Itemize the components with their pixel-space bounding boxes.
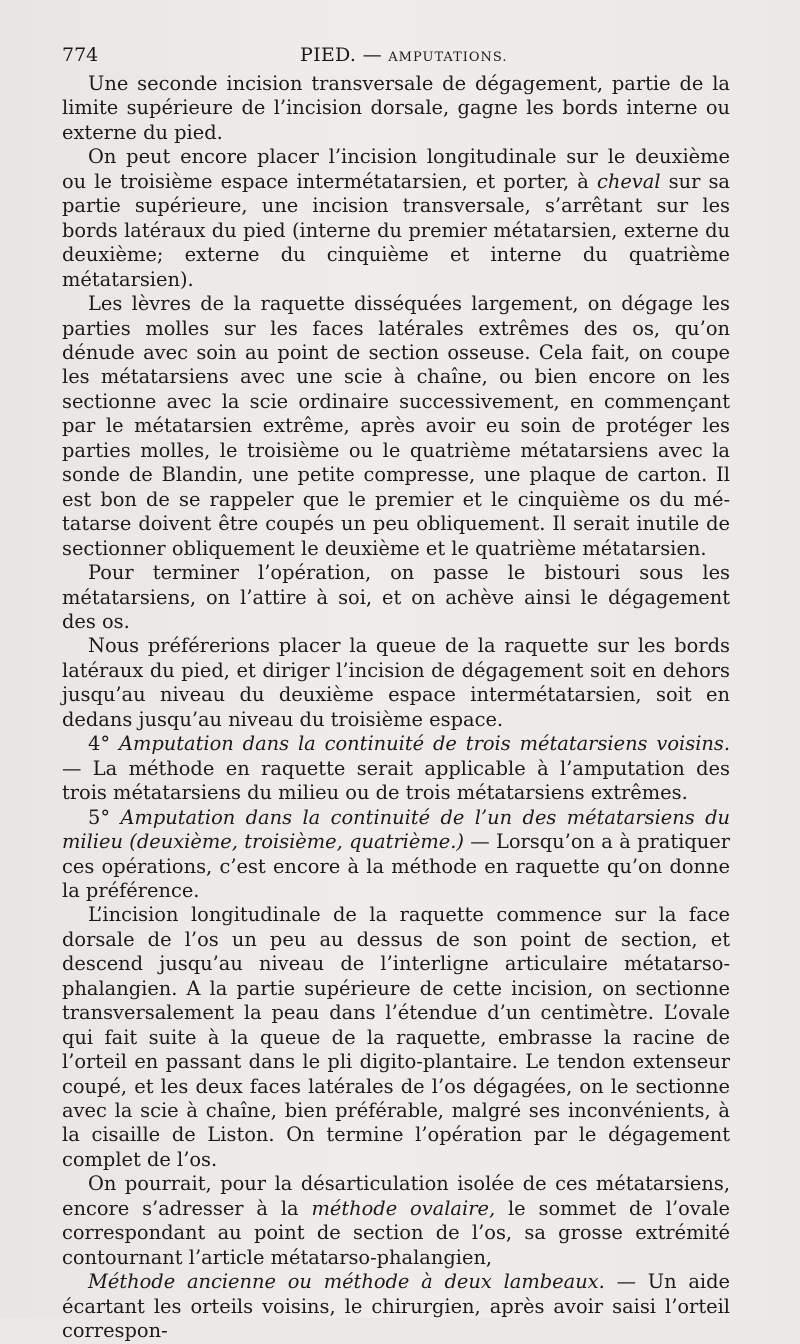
running-title — [300, 44, 508, 66]
running-title-subtitle: AMPUTATIONS. — [388, 50, 508, 65]
paragraph-p1 — [62, 72, 730, 145]
italic-run: cheval — [596, 169, 661, 193]
page-number: 774 — [62, 44, 99, 66]
text-run: 5° — [88, 805, 121, 829]
text-run: Les lèvres de la raquette disséquées largement, on dégage les parties molles sur les faces latérales extrêmes des os, qu’on dénude avec soin au point de section osseuse. Cela fait, on coupe les métatarsiens avec une scie à chaîne, ou bien encore on les sectionne avec la scie ordinaire successivement, en commençant par le métatarsien extrême, après avoir eu soin de protéger les parties molles, le troisième ou le quatrième métatarsiens avec la sonde de Blandin, une petite compresse, une plaque de carton. Il est bon de se rappeler que le premier et le cinquième os du métatarse doivent être coupés un peu obliquement. Il serait inutile de sectionner obliquement le deuxième et le quatrième métatarsien. — [62, 292, 730, 560]
paragraph-p9 — [62, 1172, 730, 1270]
running-head — [62, 38, 730, 68]
paragraph-p5 — [62, 634, 730, 732]
paragraph-p6 — [62, 732, 730, 805]
text-run: — La méthode en raquette serait applicable à l’amputation des trois métatarsiens du milieu ou de trois métatarsiens extrêmes. — [62, 756, 730, 805]
running-title-dash: — — [362, 44, 382, 66]
paragraph-p8 — [62, 903, 730, 1172]
text-run: — Un aide écartant les orteils voisins, le chirurgien, après avoir saisi l’orteil correspon- — [62, 1270, 730, 1343]
paragraph-p4 — [62, 561, 730, 634]
text-run: L’incision longitudinale de la raquette commence sur la face dorsale de l’os un peu au dessus de son point de section, et descend jusqu’au niveau de l’interligne articulaire métatarso-phalangien. A la partie supérieure de cette incision, on sectionne transversalement la peau dans l’étendue d’un centimètre. L’ovale qui fait suite à la queue de la raquette, embrasse la racine de l’orteil en passant dans le pli digito-plantaire. Le tendon extenseur coupé, et les deux faces latérales de l’os dégagées, on le sectionne avec la scie à chaîne, bien préférable, malgré ses inconvénients, à la cisaille de Liston. On termine l’opération par le dégagement complet de l’os. — [62, 903, 730, 1171]
text-run: Nous préférerions placer la queue de la raquette sur les bords latéraux du pied, et diriger l’incision de dégagement soit en dehors jusqu’au niveau du deuxième espace intermétatarsien, soit en dedans jusqu’au niveau du troisième espace. — [62, 634, 730, 731]
text-run: On peut encore placer l’incision longitudinale sur le deuxième ou le troisième espace intermétatarsien, et porter, à — [62, 145, 730, 193]
paragraph-p10 — [62, 1270, 730, 1343]
text-run: Pour terminer l’opération, on passe le bistouri sous les métatarsiens, on l’attire à soi, et on achève ainsi le dégagement des os. — [62, 561, 730, 633]
italic-run: Amputation dans la continuité de trois métatarsiens voisins. — [118, 732, 730, 756]
body-text — [62, 72, 730, 1344]
text-run: Une seconde incision transversale de dégagement, partie de la limite supérieure de l’incision dorsale, gagne les bords interne ou externe du pied. — [62, 72, 730, 144]
paragraph-p3 — [62, 292, 730, 561]
text-run: sur sa partie supérieure, une incision transversale, s’arrêtant sur les bords latéraux du pied (interne du premier métatarsien, externe du deuxième; externe du cinquième et interne du quatrième métatarsien). — [62, 169, 730, 291]
text-run: On pourrait, pour la désarticulation isolée de ces métatarsiens, encore s’adresser à la — [62, 1172, 730, 1220]
text-run: le sommet de l’ovale correspondant au point de section de l’os, sa grosse extrémité contournant l’article métatarso-phalangien, — [62, 1196, 730, 1269]
text-run: 4° — [88, 732, 119, 756]
italic-run: Méthode ancienne ou méthode à deux lambeaux. — [88, 1270, 605, 1294]
italic-run: Amputation dans la continuité de l’un des métatarsiens du milieu (deuxième, troisième, quatrième.) — [62, 805, 730, 854]
paragraph-p7 — [62, 806, 730, 904]
paragraph-p2 — [62, 145, 730, 292]
italic-run: méthode ovalaire, — [311, 1196, 496, 1220]
running-title-main: PIED. — [300, 44, 357, 66]
text-run: — Lorsqu’on a à pratiquer ces opérations, c’est encore à la méthode en raquette qu’on donne la préférence. — [62, 830, 730, 902]
